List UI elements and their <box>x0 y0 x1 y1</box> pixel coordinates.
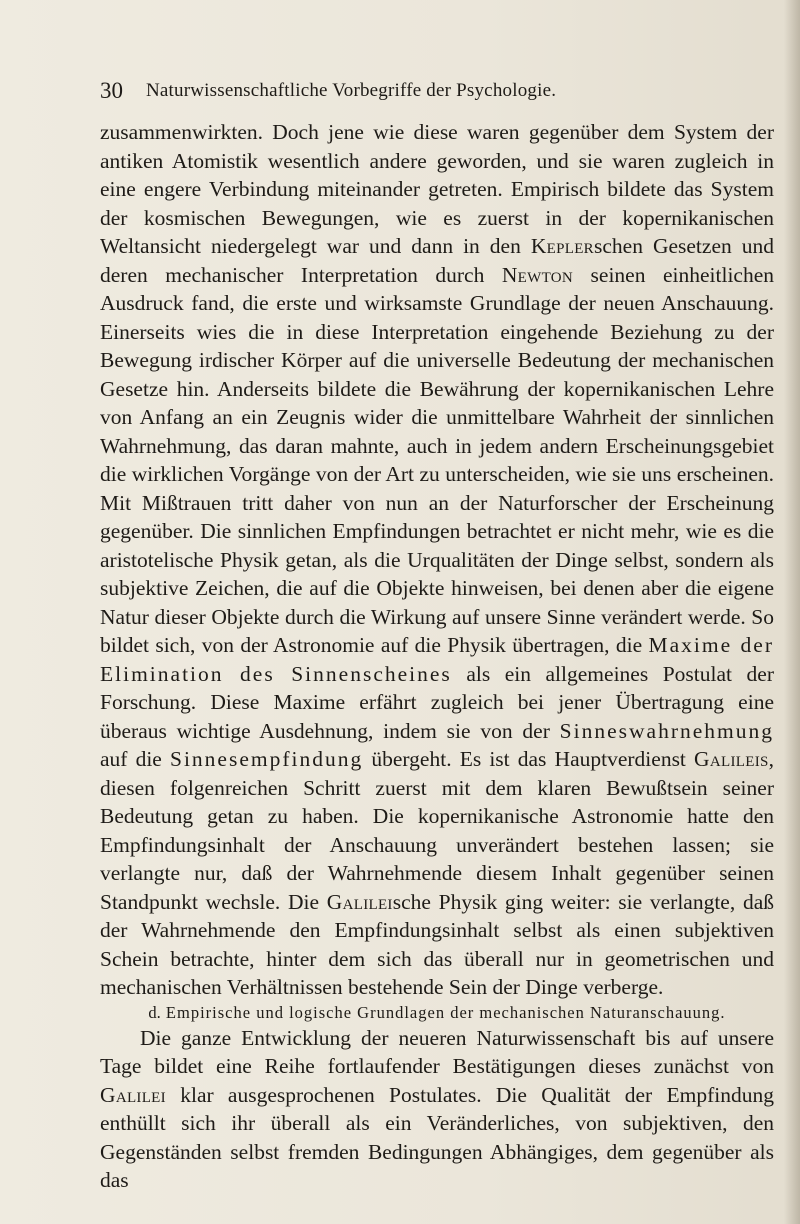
text-run: schen Gesetzen und deren mechanischer Interpretation durch <box>100 234 774 287</box>
paragraph-1 <box>100 118 774 1002</box>
text-run: auf die <box>100 747 170 771</box>
name-kepler: Kepler <box>530 234 594 258</box>
name-galilei: Galilei <box>100 1082 166 1107</box>
page-number: 30 <box>100 78 123 103</box>
text-run: sche Physik ging weiter: sie verlangte, daß der Wahrnehmende den Empfindungsinhalt selbst als einen subjektiven Schein betrachte, hinter dem sich das überall nur in geometrischen und mechanischen Verhältnissen bestehende Sein der Dinge verberge. <box>100 889 774 999</box>
text-run: seinen einheitlichen Ausdruck fand, die erste und wirksamste Grundlage der neuen Anschauung. Einerseits wies die in diese Interpretation eingehende Beziehung zu der Bewegung irdischer Körper auf die universelle Bedeutung der mechanischen Gesetze hin. Anderseits bildete die Bewährung der kopernikanischen Lehre von Anfang an ein Zeugnis wider die unmittelbare Wahrheit der sinnlichen Wahrnehmung, das daran mahnte, auch in jedem andern Erscheinungsgebiet die wirklichen Vorgänge von der Art zu unterscheiden, wie sie uns erscheinen. Mit Mißtrauen tritt daher von nun an der Naturforscher der Erscheinung gegenüber. Die sinnlichen Empfindungen betrachtet er nicht mehr, wie es die aristotelische Physik getan, als die Urqualitäten der Dinge selbst, sondern als subjektive Zeichen, die auf die Objekte hinweisen, bei denen aber die eigene Natur dieser Objekte durch die Wirkung auf unsere Sinne verändert werde. So bildet sich, von der Astronomie auf die Physik übertragen, die <box>100 262 775 657</box>
text-run: Die ganze Entwicklung der neueren Naturwissenschaft bis auf unsere Tage bildet eine Reihe fortlaufender Bestätigungen dieses zunächst von <box>100 1025 774 1078</box>
section-heading <box>100 1002 774 1024</box>
text-run: übergeht. Es ist das Hauptverdienst <box>363 747 695 771</box>
text-run: als ein allgemeines Postulat der Forschung. Diese Maxime erfährt zugleich bei jener Übertragung eine überaus wichtige Ausdehnung, indem sie von der <box>100 661 774 743</box>
name-newton: Newton <box>501 262 574 287</box>
name-galilei: Galilei <box>326 889 393 914</box>
emphasis-maxime: Maxime der Elimination des Sinnenscheines <box>100 633 774 686</box>
section-title: Empirische und logische Grundlagen der mechanischen Naturanschauung. <box>165 1002 726 1022</box>
paragraph-2 <box>100 1024 774 1195</box>
emphasis-sinnesempfindung: Sinnesempfindung <box>169 747 364 771</box>
text-run: , diesen folgenreichen Schritt zuerst mit dem klaren Bewußtsein seiner Bedeutung getan zu haben. Die kopernikanische Astronomie hatte den Empfindungsinhalt der Anschauung unverändert bestehen lassen; sie verlangte nur, daß der Wahrnehmende diesem Inhalt gegenüber seinen Standpunkt wechsle. Die <box>100 747 775 914</box>
section-label: d. <box>148 1002 161 1022</box>
text-run: zusammenwirkten. Doch jene wie diese waren gegenüber dem System der antiken Atomistik wesentlich andere geworden, und sie waren zugleich in eine engere Verbindung miteinander getreten. Empirisch bildete das System der kosmischen Bewegungen, wie es zuerst in der kopernikanischen Weltansicht niedergelegt war und dann in den <box>100 120 774 258</box>
running-head: Naturwissenschaftliche Vorbegriffe der Psychologie. <box>146 80 557 101</box>
text-run: klar ausgesprochenen Postulates. Die Qualität der Empfindung enthüllt sich ihr überall als ein Veränderliches, von subjektiven, den Gegenständen selbst fremden Bedingungen Abhängiges, dem gegenüber als das <box>100 1082 774 1192</box>
page-edge-shadow <box>784 0 800 1224</box>
name-galileis: Galileis <box>694 747 769 771</box>
emphasis-sinneswahrnehmung: Sinneswahrnehmung <box>559 718 774 743</box>
body-text <box>100 118 774 1195</box>
page-header <box>100 78 720 108</box>
